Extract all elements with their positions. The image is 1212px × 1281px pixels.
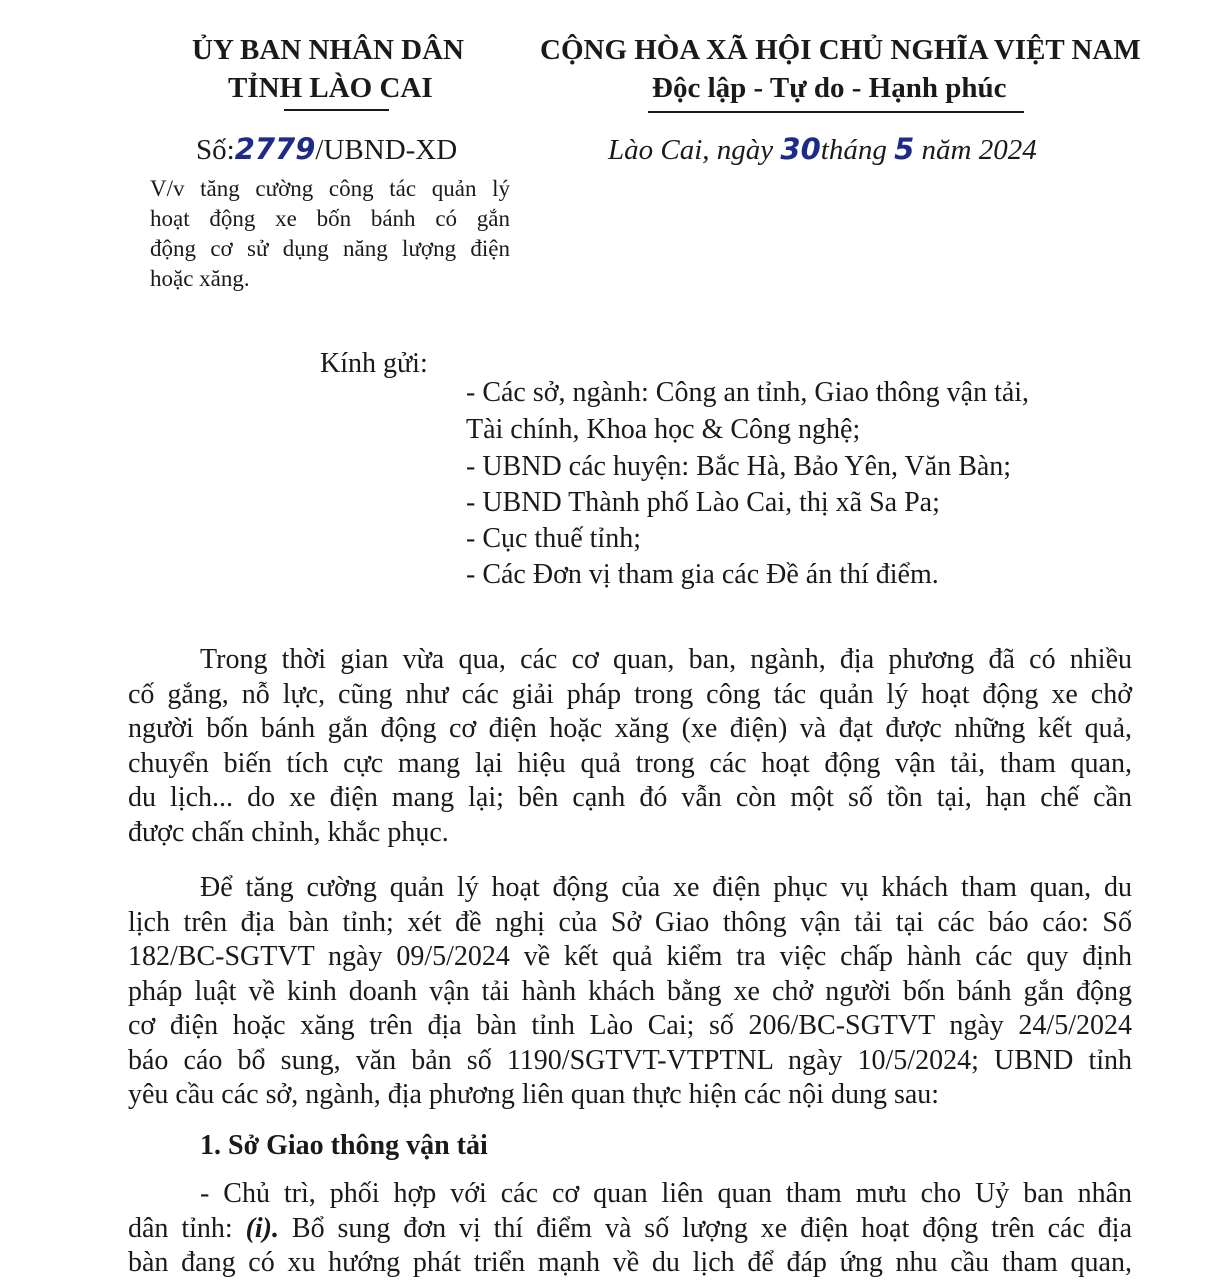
subject-line: V/v tăng cường công tác quản lý: [150, 176, 510, 201]
subject-line: hoặc xăng.: [150, 266, 250, 291]
recipient-item: - UBND Thành phố Lào Cai, thị xã Sa Pa;: [466, 487, 940, 518]
date-day-handwritten: 30: [780, 132, 821, 166]
date-place: Lào Cai, ngày: [608, 134, 774, 166]
date-month-handwritten: 5: [894, 132, 915, 166]
document-number: [196, 132, 457, 167]
recipient-item: - Các sở, ngành: Công an tỉnh, Giao thông vận tải,: [466, 377, 1030, 408]
paragraph-line: 182/BC-SGTVT ngày 09/5/2024 về kết quả kiểm tra việc chấp hành các quy định: [128, 941, 1132, 972]
paragraph-line: bàn đang có xu hướng phát triển mạnh về du lịch để đáp ứng nhu cầu tham quan,: [128, 1247, 1132, 1278]
paragraph-line: cố gắng, nỗ lực, cũng như các giải pháp trong công tác quản lý hoạt động xe chở: [128, 678, 1132, 710]
paragraph-line: du lịch... do xe điện mang lại; bên cạnh đó vẫn còn một số tồn tại, hạn chế cần: [128, 782, 1132, 813]
subject-line: động cơ sử dụng năng lượng điện: [150, 236, 510, 261]
header-right-underline: [648, 111, 1024, 113]
section-heading: 1. Sở Giao thông vận tải: [200, 1130, 488, 1161]
paragraph-line: được chấn chỉnh, khắc phục.: [128, 816, 449, 848]
paragraph-line: cơ điện hoặc xăng trên địa bàn tỉnh Lào Cai; số 206/BC-SGTVT ngày 24/5/2024: [128, 1010, 1132, 1041]
issuing-authority: ỦY BAN NHÂN DÂN: [192, 34, 465, 66]
header-left-underline: [284, 109, 389, 111]
subject-line: hoạt động xe bốn bánh có gắn: [150, 206, 510, 231]
item-marker: (i).: [245, 1212, 279, 1244]
recipient-item: Tài chính, Khoa học & Công nghệ;: [466, 414, 861, 445]
body-paragraph-1: [128, 643, 1132, 850]
paragraph-line: Để tăng cường quản lý hoạt động của xe điện phục vụ khách tham quan, du: [200, 872, 1132, 903]
paragraph-line: [128, 1212, 1132, 1247]
doc-number-suffix: /UBND-XD: [315, 134, 458, 166]
date-month-label: tháng: [820, 134, 887, 166]
body-paragraph-3: [128, 1177, 1132, 1281]
document-date: [608, 132, 1037, 167]
recipient-item: - UBND các huyện: Bắc Hà, Bảo Yên, Văn Bàn;: [466, 451, 1012, 482]
paragraph-line: báo cáo bổ sung, văn bản số 1190/SGTVT-VTPTNL ngày 10/5/2024; UBND tỉnh: [128, 1044, 1132, 1076]
paragraph-line: - Chủ trì, phối hợp với các cơ quan liên quan tham mưu cho Uỷ ban nhân: [200, 1178, 1132, 1209]
body-paragraph-2: [128, 871, 1132, 1113]
national-motto: Độc lập - Tự do - Hạnh phúc: [652, 72, 1007, 104]
paragraph-line: chuyển biến tích cực mang lại hiệu quả trong các hoạt động vận tải, tham quan,: [128, 747, 1132, 779]
doc-number-prefix: Số:: [196, 134, 235, 166]
doc-number-handwritten: 2779: [234, 132, 316, 166]
issuing-province: TỈNH LÀO CAI: [228, 72, 433, 104]
paragraph-line: lịch trên địa bàn tỉnh; xét đề nghị của Sở Giao thông vận tải tại các báo cáo: Số: [128, 906, 1132, 938]
document-subject: [150, 174, 510, 294]
paragraph-text: dân tỉnh:: [128, 1212, 246, 1244]
recipient-item: - Các Đơn vị tham gia các Đề án thí điểm.: [466, 559, 939, 590]
paragraph-text: Bổ sung đơn vị thí điểm và số lượng xe điện hoạt động trên các địa: [279, 1212, 1132, 1244]
paragraph-line: Trong thời gian vừa qua, các cơ quan, ban, ngành, địa phương đã có nhiều: [200, 644, 1132, 675]
national-title: CỘNG HÒA XÃ HỘI CHỦ NGHĨA VIỆT NAM: [540, 34, 1141, 66]
paragraph-line: người bốn bánh gắn động cơ điện hoặc xăng (xe điện) và đạt được những kết quả,: [128, 713, 1132, 744]
paragraph-line: pháp luật về kinh doanh vận tải hành khách bằng xe chở người bốn bánh gắn động: [128, 975, 1132, 1007]
greeting: Kính gửi:: [320, 348, 428, 379]
paragraph-line: yêu cầu các sở, ngành, địa phương liên quan thực hiện các nội dung sau:: [128, 1079, 940, 1110]
date-year: năm 2024: [921, 134, 1037, 166]
recipient-item: - Cục thuế tỉnh;: [466, 523, 641, 554]
